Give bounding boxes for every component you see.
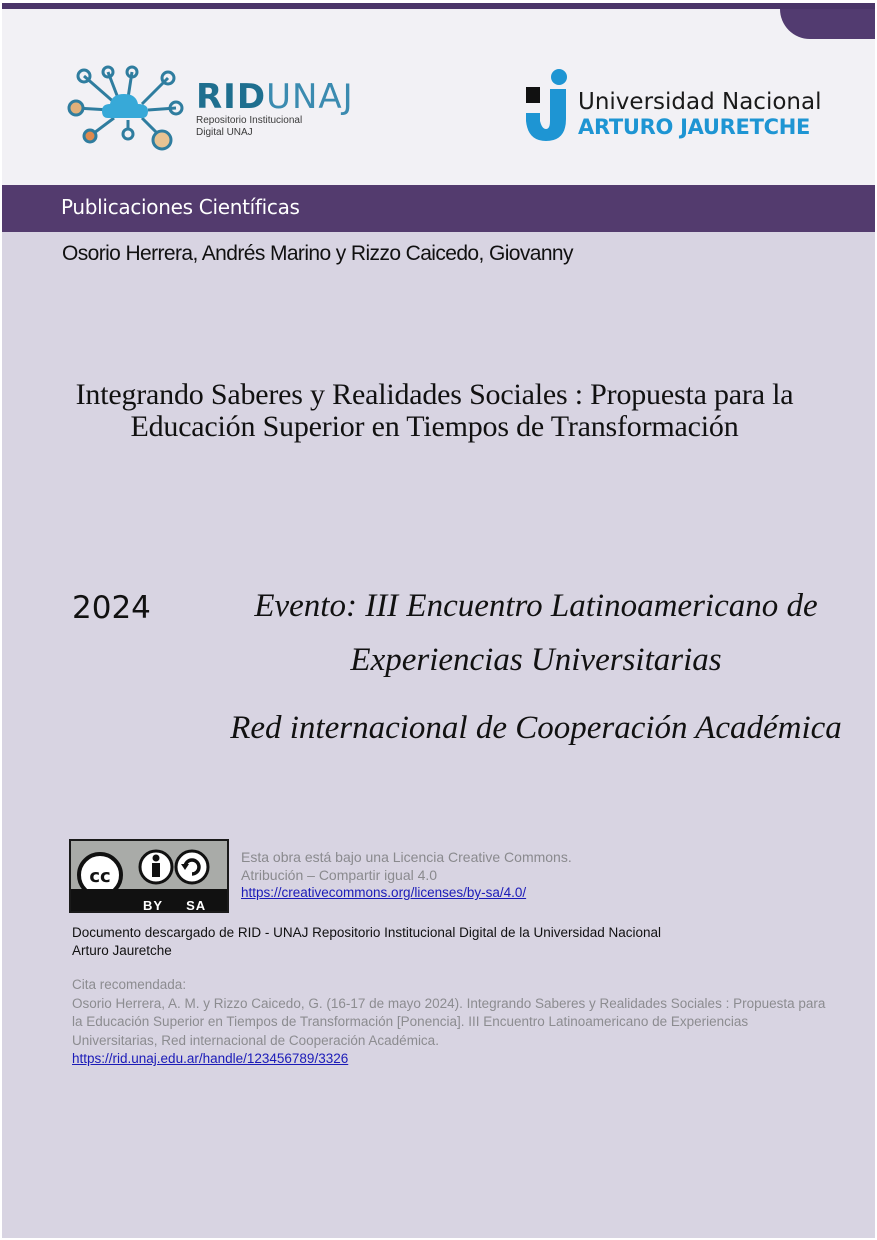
license-text <box>241 849 572 902</box>
unaj-logo-icon <box>522 69 572 144</box>
license-link[interactable]: https://creativecommons.org/licenses/by-sa/4.0/ <box>241 885 527 900</box>
rid-wordmark-bold: RID <box>196 77 267 117</box>
university-name-line2: ARTURO JAURETCHE <box>578 115 811 139</box>
rid-subtitle <box>196 115 302 139</box>
event-line-3: Red internacional de Cooperación Académica <box>230 710 842 746</box>
rid-wordmark-light: UNAJ <box>266 77 354 117</box>
recommended-citation <box>72 976 832 1069</box>
rid-network-cloud-icon <box>66 64 186 154</box>
rid-subtitle-line2: Digital UNAJ <box>196 127 253 138</box>
cc-badge-by: BY <box>143 898 164 913</box>
license-line1: Esta obra está bajo una Licencia Creative Commons. <box>241 849 572 865</box>
citation-text: Osorio Herrera, A. M. y Rizzo Caicedo, G. (16-17 de mayo 2024). Integrando Saberes y Realidades Sociales : Propuesta para la Educación Superior en Tiempos de Transformación [Ponencia]. III Encuentro Latinoamericano de Experiencias Universitarias, Red internacional de Cooperación Académica. <box>72 995 826 1048</box>
page-header <box>2 9 875 185</box>
cc-badge-labels <box>143 898 206 913</box>
document-year: 2024 <box>72 590 151 626</box>
rid-wordmark <box>196 77 354 117</box>
document-title: Integrando Saberes y Realidades Sociales : Propuesta para la Educación Superior en Tiempos de Transformación <box>75 378 794 443</box>
event-info <box>228 579 844 755</box>
section-band-label: Publicaciones Científicas <box>61 195 300 219</box>
download-notice: Documento descargado de RID - UNAJ Repositorio Institucional Digital de la Universidad Nacional Arturo Jauretche <box>72 925 662 958</box>
corner-tab <box>780 9 875 39</box>
rid-subtitle-line1: Repositorio Institucional <box>196 115 303 126</box>
svg-text:cc: cc <box>89 866 111 887</box>
cc-badge-sa: SA <box>186 898 207 913</box>
citation-label: Cita recomendada: <box>72 977 187 992</box>
event-line-2: Experiencias Universitarias <box>350 642 722 678</box>
license-line2: Atribución – Compartir igual 4.0 <box>241 866 438 883</box>
cc-license-badge[interactable] <box>69 839 229 913</box>
document-page <box>2 3 875 1238</box>
handle-link[interactable]: https://rid.unaj.edu.ar/handle/123456789/3326 <box>72 1051 349 1066</box>
university-name-line1: Universidad Nacional <box>578 89 822 115</box>
document-authors: Osorio Herrera, Andrés Marino y Rizzo Caicedo, Giovanny <box>62 242 573 265</box>
event-line-1: Evento: III Encuentro Latinoamericano de <box>254 588 818 624</box>
